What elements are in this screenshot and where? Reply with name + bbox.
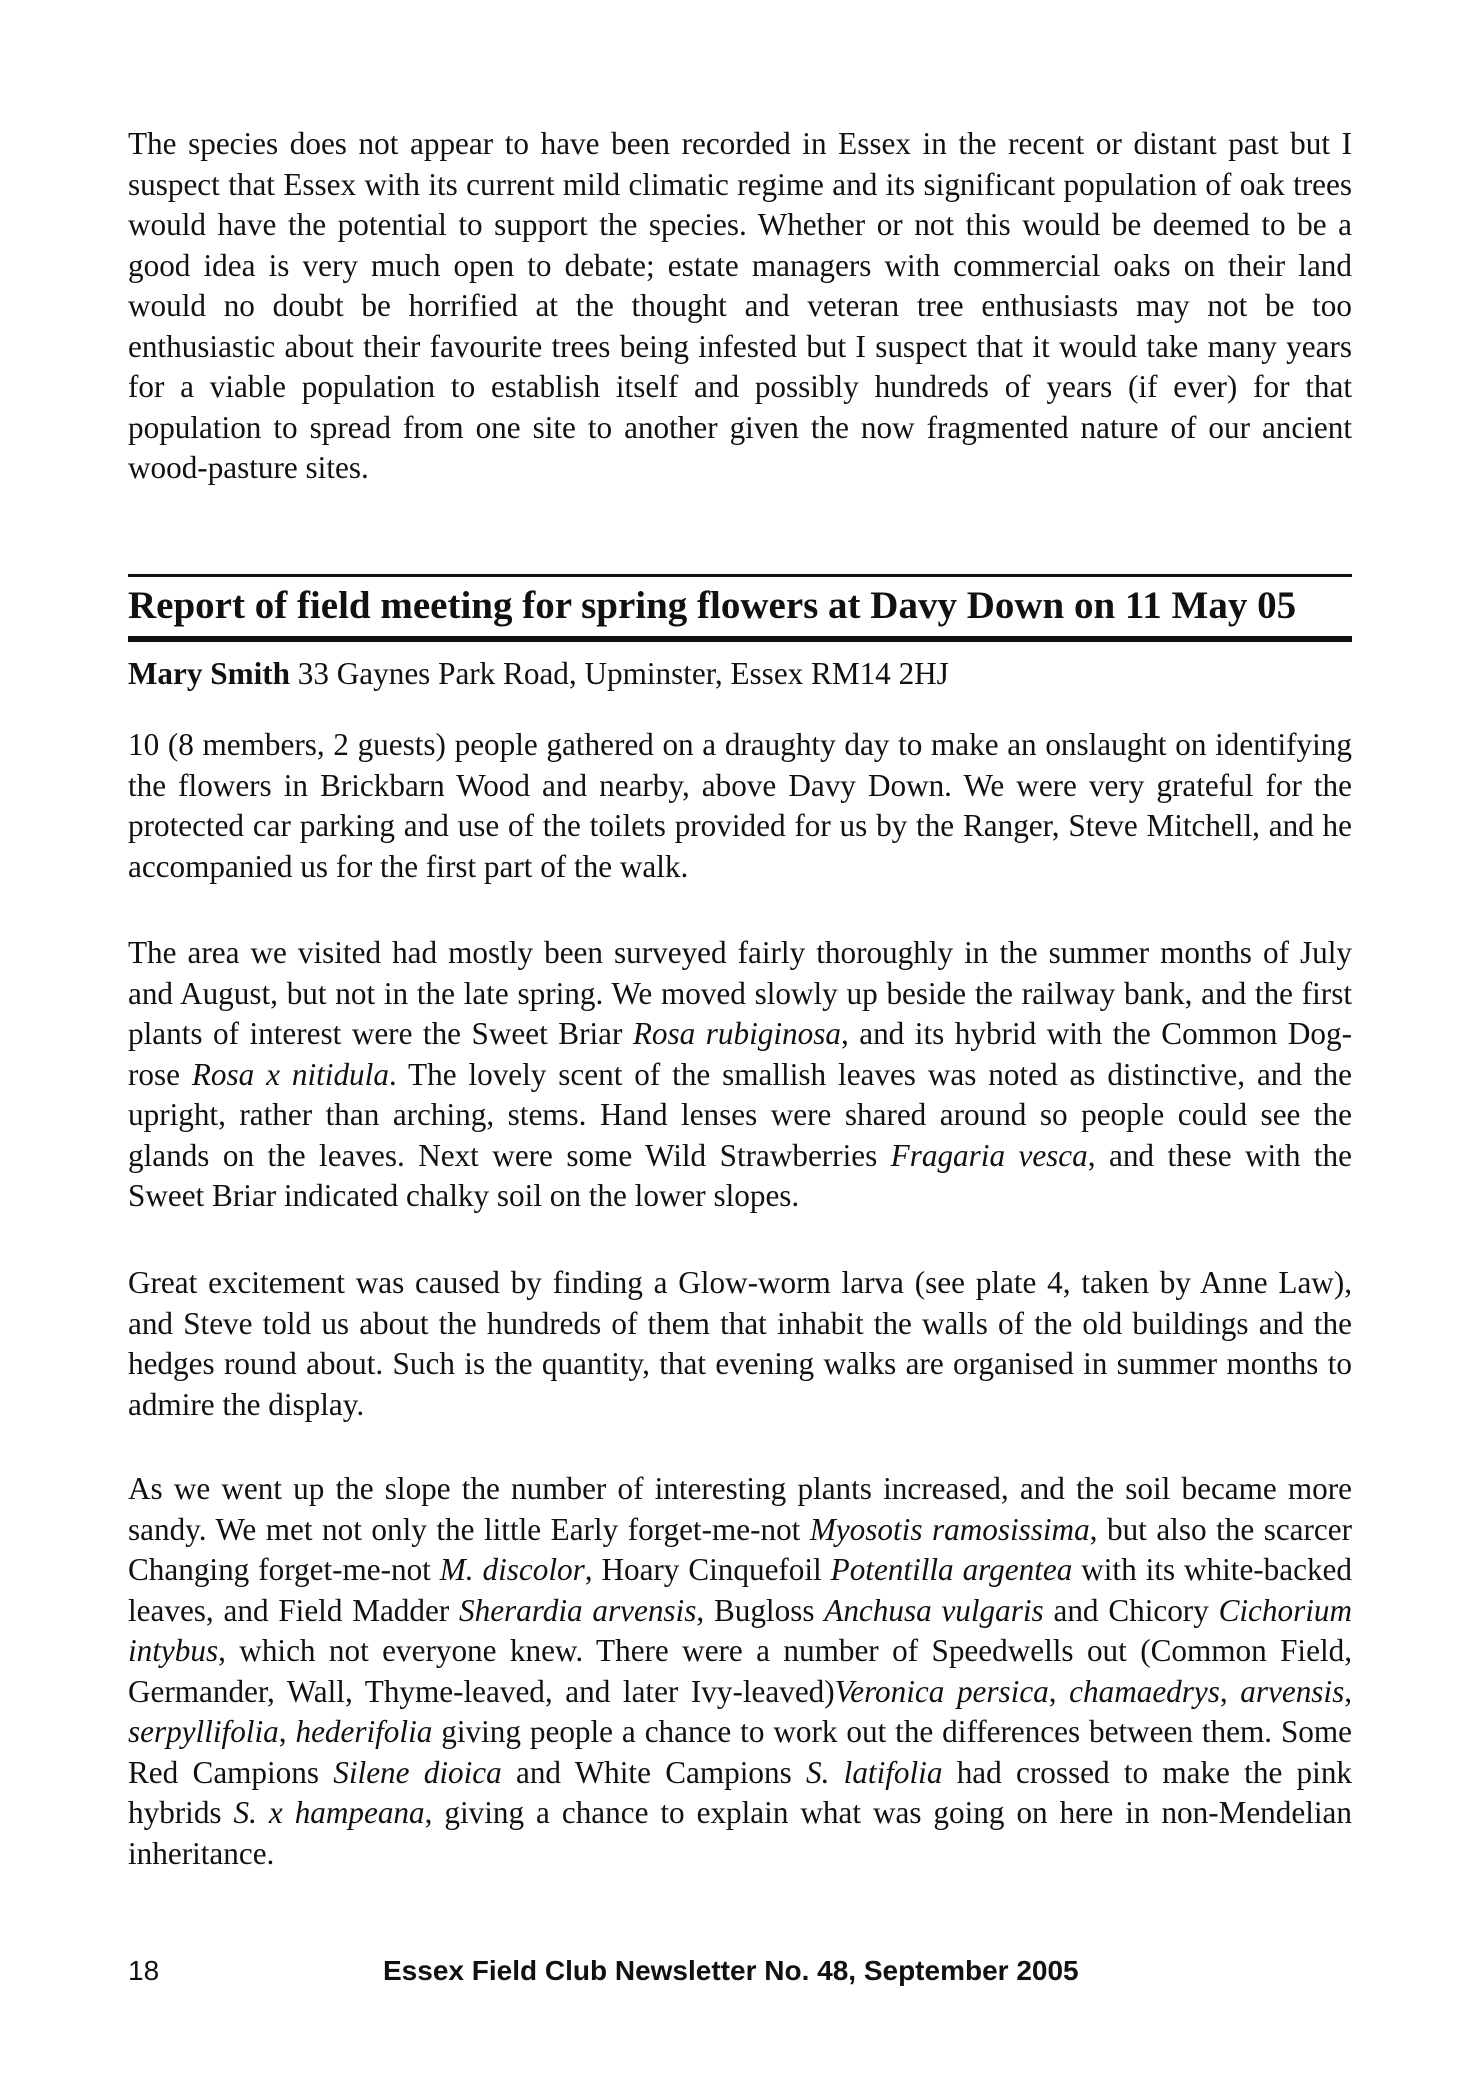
text-run: , which not everyone knew. There were a number of Speedwells out (Common Field, Germander, Wall, Thyme-leaved, and later Ivy-leaved) bbox=[128, 1633, 1352, 1709]
article-title: Report of field meeting for spring flowers at Davy Down on 11 May 05 bbox=[128, 584, 1297, 627]
text-run: . The lovely scent of the smallish leaves was noted as distinctive, and the upright, rather than arching, stems. Hand lenses were shared around so people could see the glands on the leaves. Next were some Wild Strawberries bbox=[128, 1056, 1352, 1173]
species-name: S. x hampeana bbox=[233, 1795, 425, 1830]
text-run: , and these with the Sweet Briar indicated chalky soil on the lower slopes. bbox=[128, 1137, 1352, 1213]
text-run: , Hoary Cinquefoil bbox=[584, 1552, 831, 1587]
text-run: , bbox=[278, 1714, 296, 1749]
text-run: The area we visited had mostly been surveyed fairly thoroughly in the summer months of July and August, but not in the late spring. We moved slowly up beside the railway bank, and the first plants of interest were the Sweet Briar bbox=[128, 935, 1352, 1051]
text-run: As we went up the slope the number of interesting plants increased, and the soil became more sandy. We met not only the little Early forget-me-not bbox=[128, 1471, 1352, 1547]
species-name: Anchusa vulgaris bbox=[824, 1592, 1044, 1628]
heading-rule-top bbox=[128, 574, 1352, 577]
species-name: Veronica persica bbox=[834, 1673, 1049, 1709]
author-name: Mary Smith bbox=[128, 656, 290, 691]
text-run: and Chicory bbox=[1043, 1592, 1219, 1628]
species-name: arvensis bbox=[1240, 1673, 1345, 1709]
article-paragraph bbox=[128, 1263, 1352, 1425]
species-name: Rosa x nitidula bbox=[191, 1056, 389, 1092]
species-name: Fragaria vesca bbox=[890, 1137, 1088, 1173]
text-run: , and its hybrid with the Common Dog-rose bbox=[128, 1016, 1353, 1092]
intro-paragraph: The species does not appear to have been recorded in Essex in the recent or distant past but I suspect that Essex with its current mild climatic regime and its significant population of oak trees would have the potential to support the species. Whether or not this would be deemed to be a good idea is very much open to debate; estate managers with commercial oaks on their land would no doubt be horrified at the thought and veteran tree enthusiasts may not be too enthusiastic about their favourite trees being infested but I suspect that it would take many years for a viable population to establish itself and possibly hundreds of years (if ever) for that population to spread from one site to another given the now fragmented nature of our ancient wood-pasture sites. bbox=[128, 126, 1352, 485]
text-run: with its white-backed leaves, and Field Madder bbox=[128, 1552, 1352, 1628]
species-name: chamaedrys bbox=[1069, 1673, 1220, 1709]
species-name: serpyllifolia bbox=[128, 1714, 279, 1749]
species-name: M. discolor bbox=[439, 1552, 585, 1587]
text-run: , bbox=[1219, 1673, 1241, 1709]
article-paragraph bbox=[128, 725, 1352, 887]
publication-footer: Essex Field Club Newsletter No. 48, September 2005 bbox=[383, 1955, 1079, 1986]
text-run: and White Campions bbox=[501, 1754, 806, 1790]
text-run: , Bugloss bbox=[696, 1592, 825, 1628]
species-name: S. latifolia bbox=[805, 1754, 943, 1790]
author-address: 33 Gaynes Park Road, Upminster, Essex RM14 2HJ bbox=[289, 656, 949, 691]
species-name: Myosotis ramosissima bbox=[809, 1511, 1090, 1547]
text-run: , bbox=[1048, 1673, 1070, 1709]
species-name: Cichorium intybus bbox=[128, 1592, 1353, 1668]
text-run: , giving a chance to explain what was going on here in non-Mendelian inheritance. bbox=[128, 1795, 1352, 1871]
article-paragraph bbox=[128, 1469, 1352, 1874]
species-name: Potentilla argentea bbox=[830, 1552, 1073, 1587]
text-run: 10 (8 members, 2 guests) people gathered on a draughty day to make an onslaught on identifying the flowers in Brickbarn Wood and nearby, above Davy Down. We were very grateful for the protected car parking and use of the toilets provided for us by the Ranger, Steve Mitchell, and he accompanied us for the first part of the walk. bbox=[128, 727, 1352, 884]
text-run: , bbox=[1344, 1673, 1353, 1709]
species-name: Sherardia arvensis bbox=[459, 1592, 697, 1628]
page-number: 18 bbox=[128, 1955, 160, 1986]
species-name: Silene dioica bbox=[333, 1754, 502, 1790]
author-line bbox=[128, 654, 1352, 694]
article-paragraph bbox=[128, 933, 1352, 1217]
heading-rule-bottom bbox=[128, 636, 1352, 642]
text-run: giving people a chance to work out the differences between them. Some Red Campions bbox=[128, 1714, 1353, 1790]
text-run: had crossed to make the pink hybrids bbox=[128, 1754, 1353, 1830]
text-run: Great excitement was caused by finding a Glow-worm larva (see plate 4, taken by Anne Law), and Steve told us about the hundreds of them that inhabit the walls of the old buildings and the hedges round about. Such is the quantity, that evening walks are organised in summer months to admire the display. bbox=[128, 1265, 1352, 1422]
text-run: , but also the scarcer Changing forget-me-not bbox=[128, 1511, 1352, 1587]
species-name: hederifolia bbox=[295, 1714, 433, 1749]
species-name: Rosa rubiginosa bbox=[632, 1016, 841, 1051]
